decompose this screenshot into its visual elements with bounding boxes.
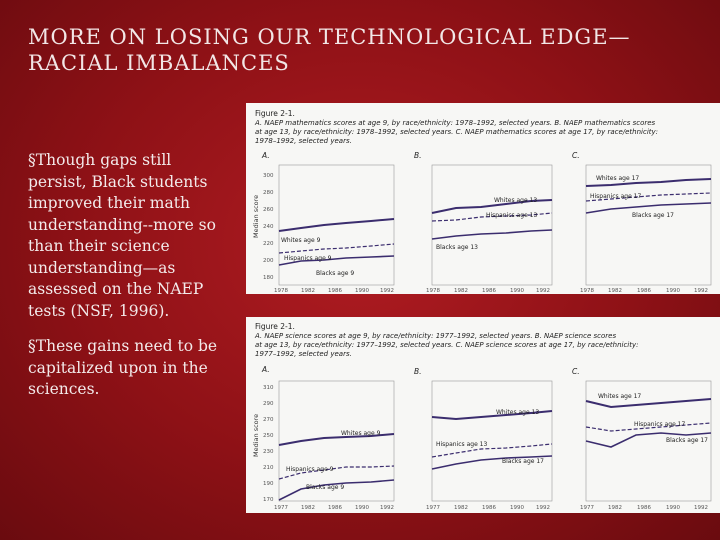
science-b-blacks-label: Blacks age 17: [502, 458, 544, 465]
math-caption-line-1: A. NAEP mathematics scores at age 9, by race/ethnicity: 1978–1992, selected years. B. NAEP mathematics scores: [255, 119, 656, 127]
math-a-blacks-label: Blacks age 9: [316, 270, 355, 277]
svg-text:1978: 1978: [274, 288, 288, 294]
svg-text:230: 230: [263, 449, 274, 455]
math-y-ticks: [263, 173, 274, 281]
svg-text:290: 290: [263, 401, 274, 407]
svg-text:1978: 1978: [426, 288, 440, 294]
svg-text:1990: 1990: [355, 505, 369, 511]
math-a-whites-line: [279, 219, 394, 231]
svg-text:1986: 1986: [482, 288, 496, 294]
math-c-whites-label: Whites age 17: [596, 175, 640, 182]
science-b-hispanics-label: Hispanics age 13: [436, 441, 488, 448]
svg-text:1982: 1982: [301, 505, 315, 511]
science-y-axis-label: Median score: [252, 413, 260, 457]
svg-text:1986: 1986: [482, 505, 496, 511]
math-b-x-ticks: [426, 288, 550, 294]
svg-text:240: 240: [263, 224, 274, 230]
math-c-hispanics-label: Hispanics age 17: [590, 193, 642, 200]
svg-text:1992: 1992: [536, 288, 550, 294]
science-caption-line-3: 1977–1992, selected years.: [255, 350, 352, 358]
svg-text:280: 280: [263, 190, 274, 196]
svg-text:220: 220: [263, 241, 274, 247]
science-y-ticks: [263, 385, 274, 503]
math-figure-svg: [246, 103, 720, 294]
svg-text:1982: 1982: [454, 505, 468, 511]
svg-text:270: 270: [263, 417, 274, 423]
science-panel-b: [414, 367, 552, 511]
science-panel-a-letter: A.: [262, 365, 270, 374]
math-panel-b-letter: B.: [414, 151, 422, 160]
svg-text:310: 310: [263, 385, 274, 391]
science-caption-line-1: A. NAEP science scores at age 9, by race/ethnicity: 1977–1992, selected years. B. NAEP science scores: [255, 332, 617, 340]
svg-text:1990: 1990: [510, 288, 524, 294]
science-a-x-ticks: [274, 505, 394, 511]
science-c-whites-label: Whites age 17: [598, 393, 642, 400]
science-panel-a: [252, 365, 394, 511]
svg-text:1986: 1986: [328, 505, 342, 511]
math-panel-b-frame: [432, 165, 552, 285]
svg-text:1990: 1990: [666, 505, 680, 511]
svg-text:1982: 1982: [301, 288, 315, 294]
slide-title: MORE ON LOSING OUR TECHNOLOGICAL EDGE—RACIAL IMBALANCES: [28, 25, 631, 75]
svg-text:1986: 1986: [328, 288, 342, 294]
science-panel-c-letter: C.: [572, 367, 580, 376]
bullet-math-gains: §Though gaps still persist, Black students improved their math understanding--more so than their science understanding—as assessed on the NAEP tests (NSF, 1996).: [28, 151, 216, 320]
science-a-blacks-label: Blacks age 9: [306, 484, 345, 491]
svg-text:300: 300: [263, 173, 274, 179]
svg-text:1977: 1977: [580, 505, 594, 511]
math-caption-line-2: at age 13, by race/ethnicity: 1978–1992, selected years. C. NAEP mathematics scores at age 17, by race/ethnicity:: [255, 128, 659, 136]
math-b-blacks-label: Blacks age 13: [436, 244, 478, 251]
math-a-whites-label: Whites age 9: [281, 237, 321, 244]
math-y-axis-label: Median score: [252, 194, 260, 238]
science-c-whites-line: [586, 399, 711, 407]
science-panel-b-letter: B.: [414, 367, 422, 376]
math-figure-heading: Figure 2-1.: [255, 109, 295, 118]
math-b-whites-label: Whites age 13: [494, 197, 538, 204]
math-scores-figure: [246, 103, 720, 294]
svg-text:1982: 1982: [454, 288, 468, 294]
svg-text:1990: 1990: [355, 288, 369, 294]
bullet-science-gains: §These gains need to be capitalized upon in the sciences.: [28, 337, 218, 398]
svg-text:1992: 1992: [694, 505, 708, 511]
svg-text:210: 210: [263, 465, 274, 471]
science-caption-line-2: at age 13, by race/ethnicity: 1977–1992, selected years. C. NAEP science scores at age 17, by race/ethnicity:: [255, 341, 639, 349]
svg-text:1992: 1992: [536, 505, 550, 511]
math-b-blacks-line: [432, 230, 552, 239]
svg-text:1992: 1992: [694, 288, 708, 294]
science-c-blacks-label: Blacks age 17: [666, 437, 708, 444]
science-a-whites-label: Whites age 9: [341, 430, 381, 437]
svg-text:190: 190: [263, 481, 274, 487]
svg-text:1977: 1977: [426, 505, 440, 511]
svg-text:1992: 1992: [380, 505, 394, 511]
science-figure-svg: [246, 317, 720, 513]
science-a-hispanics-label: Hispanics age 9: [286, 466, 334, 473]
svg-text:1982: 1982: [608, 288, 622, 294]
science-panel-c: [572, 367, 711, 511]
science-c-x-ticks: [580, 505, 708, 511]
math-a-hispanics-label: Hispanics age 9: [284, 255, 332, 262]
math-panel-a-frame: [279, 165, 394, 285]
math-a-hispanics-line: [279, 244, 394, 253]
math-c-x-ticks: [580, 288, 708, 294]
svg-text:1990: 1990: [510, 505, 524, 511]
svg-text:180: 180: [263, 275, 274, 281]
science-b-x-ticks: [426, 505, 550, 511]
svg-text:1982: 1982: [608, 505, 622, 511]
math-a-x-ticks: [274, 288, 394, 294]
svg-text:1986: 1986: [637, 288, 651, 294]
math-panel-b: [414, 151, 552, 294]
math-b-hispanics-label: Hispanics age 13: [486, 212, 538, 219]
math-caption-line-3: 1978–1992, selected years.: [255, 137, 352, 145]
svg-text:1990: 1990: [666, 288, 680, 294]
svg-text:250: 250: [263, 433, 274, 439]
math-c-blacks-label: Blacks age 17: [632, 212, 674, 219]
math-panel-a-letter: A.: [262, 151, 270, 160]
svg-text:1978: 1978: [580, 288, 594, 294]
science-b-whites-label: Whites age 13: [496, 409, 540, 416]
svg-text:1977: 1977: [274, 505, 288, 511]
svg-text:1992: 1992: [380, 288, 394, 294]
svg-text:260: 260: [263, 207, 274, 213]
svg-text:170: 170: [263, 497, 274, 503]
science-figure-heading: Figure 2-1.: [255, 322, 295, 331]
science-c-hispanics-label: Hispanics age 17: [634, 421, 686, 428]
svg-text:200: 200: [263, 258, 274, 264]
science-scores-figure: [246, 317, 720, 513]
svg-text:1986: 1986: [637, 505, 651, 511]
bullet-list: [28, 150, 218, 415]
math-panel-c-letter: C.: [572, 151, 580, 160]
math-panel-c: [572, 151, 711, 294]
math-panel-a: [252, 151, 394, 294]
